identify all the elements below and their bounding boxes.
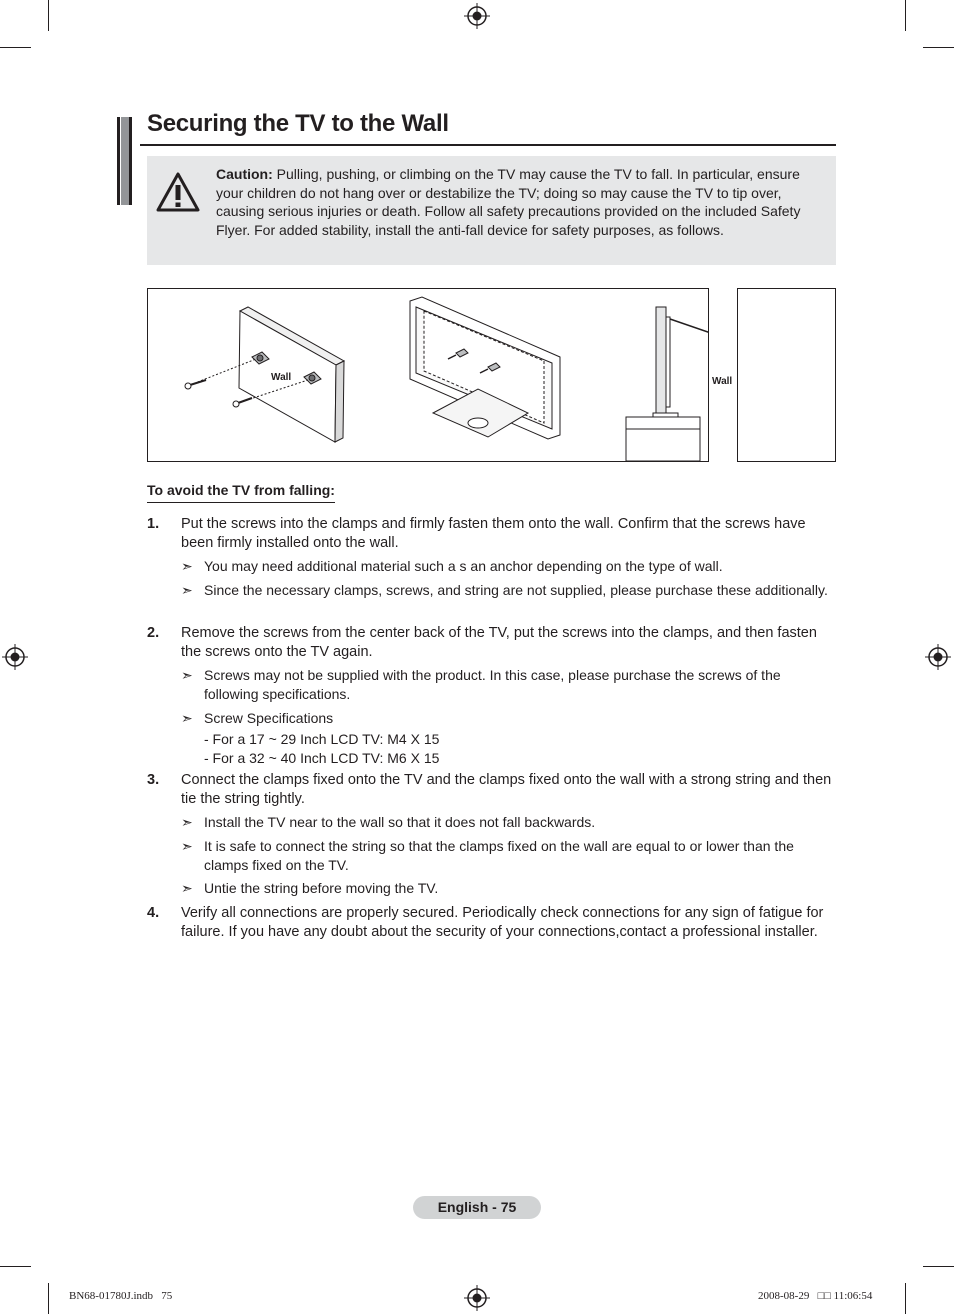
registration-mark-icon [464, 1285, 490, 1311]
note-text: Screws may not be supplied with the product. In this case, please purchase the screws of the following specifications. [204, 667, 781, 702]
tv-illustration [410, 297, 560, 439]
note-text: Install the TV near to the wall so that it does not fall backwards. [204, 814, 596, 830]
step-text: Remove the screws from the center back of the TV, put the screws into the clamps, and then fasten the screws onto the TV again. [181, 625, 817, 660]
warning-triangle-icon [155, 171, 201, 213]
step-text: Verify all connections are properly secured. Periodically check connections for any sign of fatigue for failure. If you have any doubt about the security of your connections,contact a professional installer. [181, 905, 824, 940]
note-arrow-icon: ➣ [181, 880, 193, 896]
crop-mark [48, 0, 49, 31]
caution-body: Pulling, pushing, or climbing on the TV may cause the TV to fall. In particular, ensure your children do not hang over or destabilize the TV; doing so may cause the TV to tip over, causing serious injuries or death. Follow all safety precautions provided on the included Safety Flyer. For added stability, install the anti-fall device for safety purposes, as follows. [216, 166, 801, 238]
caution-label: Caution: [216, 166, 273, 182]
note-text: Untie the string before moving the TV. [204, 880, 439, 896]
crop-mark [905, 1283, 906, 1314]
crop-mark [923, 47, 954, 48]
note-arrow-icon: ➣ [181, 838, 193, 854]
print-slug-right: 2008-08-29 □□ 11:06:54 [758, 1290, 873, 1302]
wall-illustration-panel [737, 288, 836, 462]
note-text: Since the necessary clamps, screws, and string are not supplied, please purchase these additionally. [204, 582, 828, 598]
wall-panel-illustration [185, 307, 344, 442]
step-number: 3. [147, 772, 160, 788]
screw-spec-item: - For a 17 ~ 29 Inch LCD TV: M4 X 15 [204, 731, 440, 747]
note-arrow-icon: ➣ [181, 667, 193, 683]
caution-text [216, 165, 816, 239]
note-arrow-icon: ➣ [181, 582, 193, 598]
registration-mark-icon [464, 3, 490, 29]
note-arrow-icon: ➣ [181, 558, 193, 574]
installation-illustration [148, 289, 708, 461]
note-text: You may need additional material such a s an anchor depending on the type of wall. [204, 558, 723, 574]
title-rule [140, 144, 836, 146]
crop-mark [923, 1266, 954, 1267]
note-text: It is safe to connect the string so that the clamps fixed on the wall are equal to or lower than the clamps fixed on the TV. [204, 838, 794, 873]
title-accent-bars [117, 117, 132, 205]
caution-box [147, 156, 836, 265]
section-subheading: To avoid the TV from falling: [147, 482, 335, 503]
note-text: Screw Specifications [204, 710, 334, 726]
crop-mark [48, 1283, 49, 1314]
step-number: 4. [147, 905, 160, 921]
note-arrow-icon: ➣ [181, 710, 193, 726]
crop-mark [905, 0, 906, 31]
installation-figure [147, 288, 733, 462]
wall-label: Wall [271, 372, 292, 383]
note-arrow-icon: ➣ [181, 814, 193, 830]
step-text: Connect the clamps fixed onto the TV and the clamps fixed onto the wall with a strong string and then tie the string tightly. [181, 772, 832, 807]
step-text: Put the screws into the clamps and firmly fasten them onto the wall. Confirm that the screws have been firmly installed onto the wall. [181, 516, 806, 551]
print-slug-left: BN68-01780J.indb 75 [69, 1290, 173, 1302]
registration-mark-icon [2, 644, 28, 670]
screw-spec-item: - For a 32 ~ 40 Inch LCD TV: M6 X 15 [204, 750, 440, 766]
step-number: 2. [147, 625, 160, 641]
registration-mark-icon [925, 644, 951, 670]
step-number: 1. [147, 516, 160, 532]
page-number-badge: English - 75 [413, 1196, 541, 1219]
page-title: Securing the TV to the Wall [147, 110, 449, 137]
side-view-illustration [626, 307, 708, 461]
crop-mark [0, 47, 31, 48]
wall-label: Wall [712, 376, 733, 387]
crop-mark [0, 1266, 31, 1267]
